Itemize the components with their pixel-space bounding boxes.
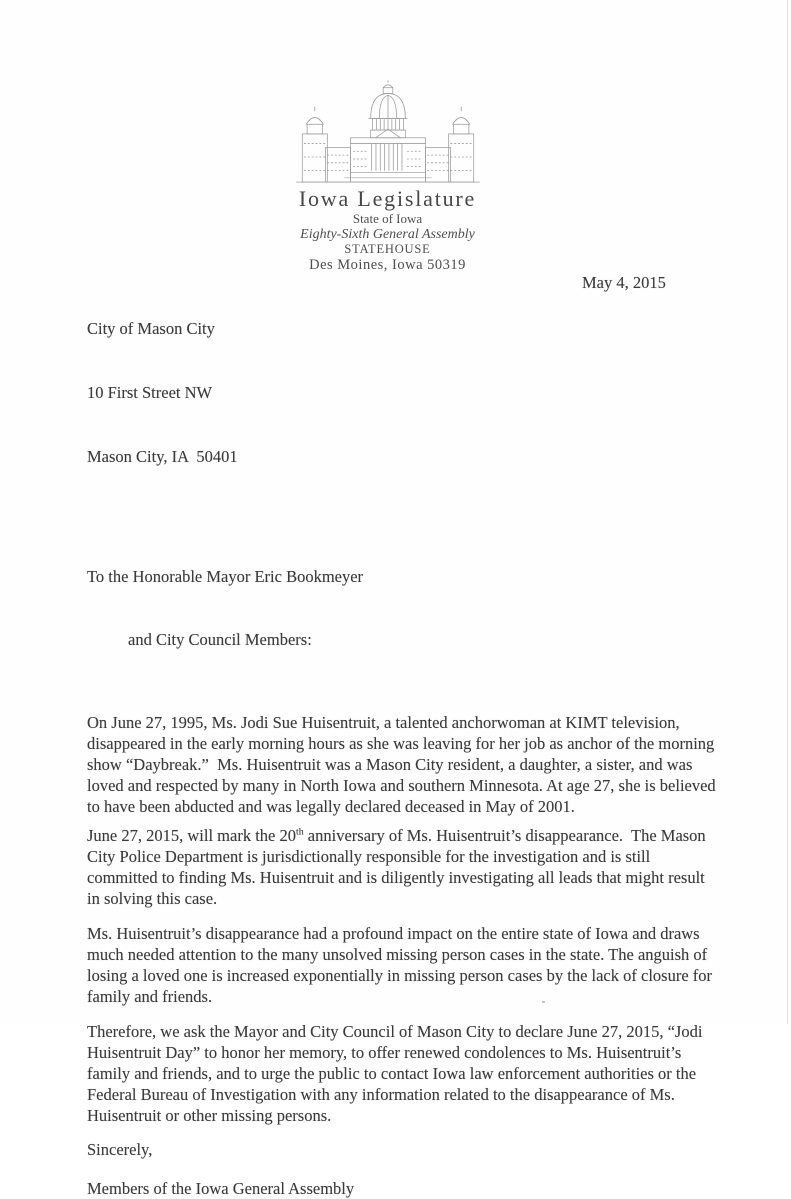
paragraph-2-text-after: anniversary of Ms. Huisentruit’s disappearance. The Mason City Police Department is jurisdictionally responsible for the investigation and is still committed to finding Ms. Huisentruit and is diligently investigating all leads that might result in solving this case. [87, 826, 710, 908]
letterhead-city-line: Des Moines, Iowa 50319 [309, 256, 466, 273]
recipient-address [87, 276, 719, 510]
capitol-building-icon [0, 80, 783, 184]
ordinal-superscript: th [295, 826, 304, 838]
salutation-line-1: To the Honorable Mayor Eric Bookmeyer [87, 567, 364, 586]
paragraph-2 [87, 825, 719, 909]
recipient-street: 10 First Street NW [87, 383, 213, 402]
scan-edge-artifact [787, 0, 788, 1024]
letterhead-title: Iowa Legislature [298, 186, 477, 211]
paragraph-2-text-before: June 27, 2015, will mark the 20 [87, 826, 296, 845]
letterhead-statehouse-line: STATEHOUSE [344, 242, 431, 256]
signature-line: Members of the Iowa General Assembly [87, 1179, 355, 1198]
scan-speck-artifact [542, 1001, 545, 1003]
letterhead [0, 80, 783, 273]
paragraph-3: Ms. Huisentruit’s disappearance had a profound impact on the entire state of Iowa and draws much needed attention to the many unsolved missing person cases in the state. The anguish of losing a loved one is increased exponentially in missing person cases by the lack of closure for family and friends. [87, 924, 717, 1006]
recipient-name: City of Mason City [87, 319, 215, 338]
letterhead-state-line: State of Iowa [352, 211, 423, 226]
paragraph-4: Therefore, we ask the Mayor and City Council of Mason City to declare June 27, 2015, “Jodi Huisentruit Day” to honor her memory, to offer renewed condolences to Ms. Huisentruit’s family and friends, and to urge the public to contact Iowa law enforcement authorities or the Federal Bureau of Investigation with any information related to the disappearance of Ms. Huisentruit or other missing persons. [87, 1022, 707, 1125]
letter-body [87, 276, 719, 1199]
salutation [87, 524, 719, 692]
valediction: Sincerely, [87, 1140, 153, 1159]
salutation-line-2: and City Council Members: [128, 630, 312, 649]
letter-date: May 4, 2015 [582, 273, 666, 292]
letterhead-assembly-line: Eighty-Sixth General Assembly [300, 226, 475, 242]
recipient-city-state-zip: Mason City, IA 50401 [87, 447, 238, 466]
paragraph-1: On June 27, 1995, Ms. Jodi Sue Huisentruit, a talented anchorwoman at KIMT television, disappeared in the early morning hours as she was leaving for her job as anchor of the morning show “Daybreak.” Ms. Huisentruit was a Mason City resident, a daughter, a sister, and was loved and respected by many in North Iowa and southern Minnesota. At age 27, she is believed to have been abducted and was legally declared deceased in May of 2001. [87, 713, 720, 816]
